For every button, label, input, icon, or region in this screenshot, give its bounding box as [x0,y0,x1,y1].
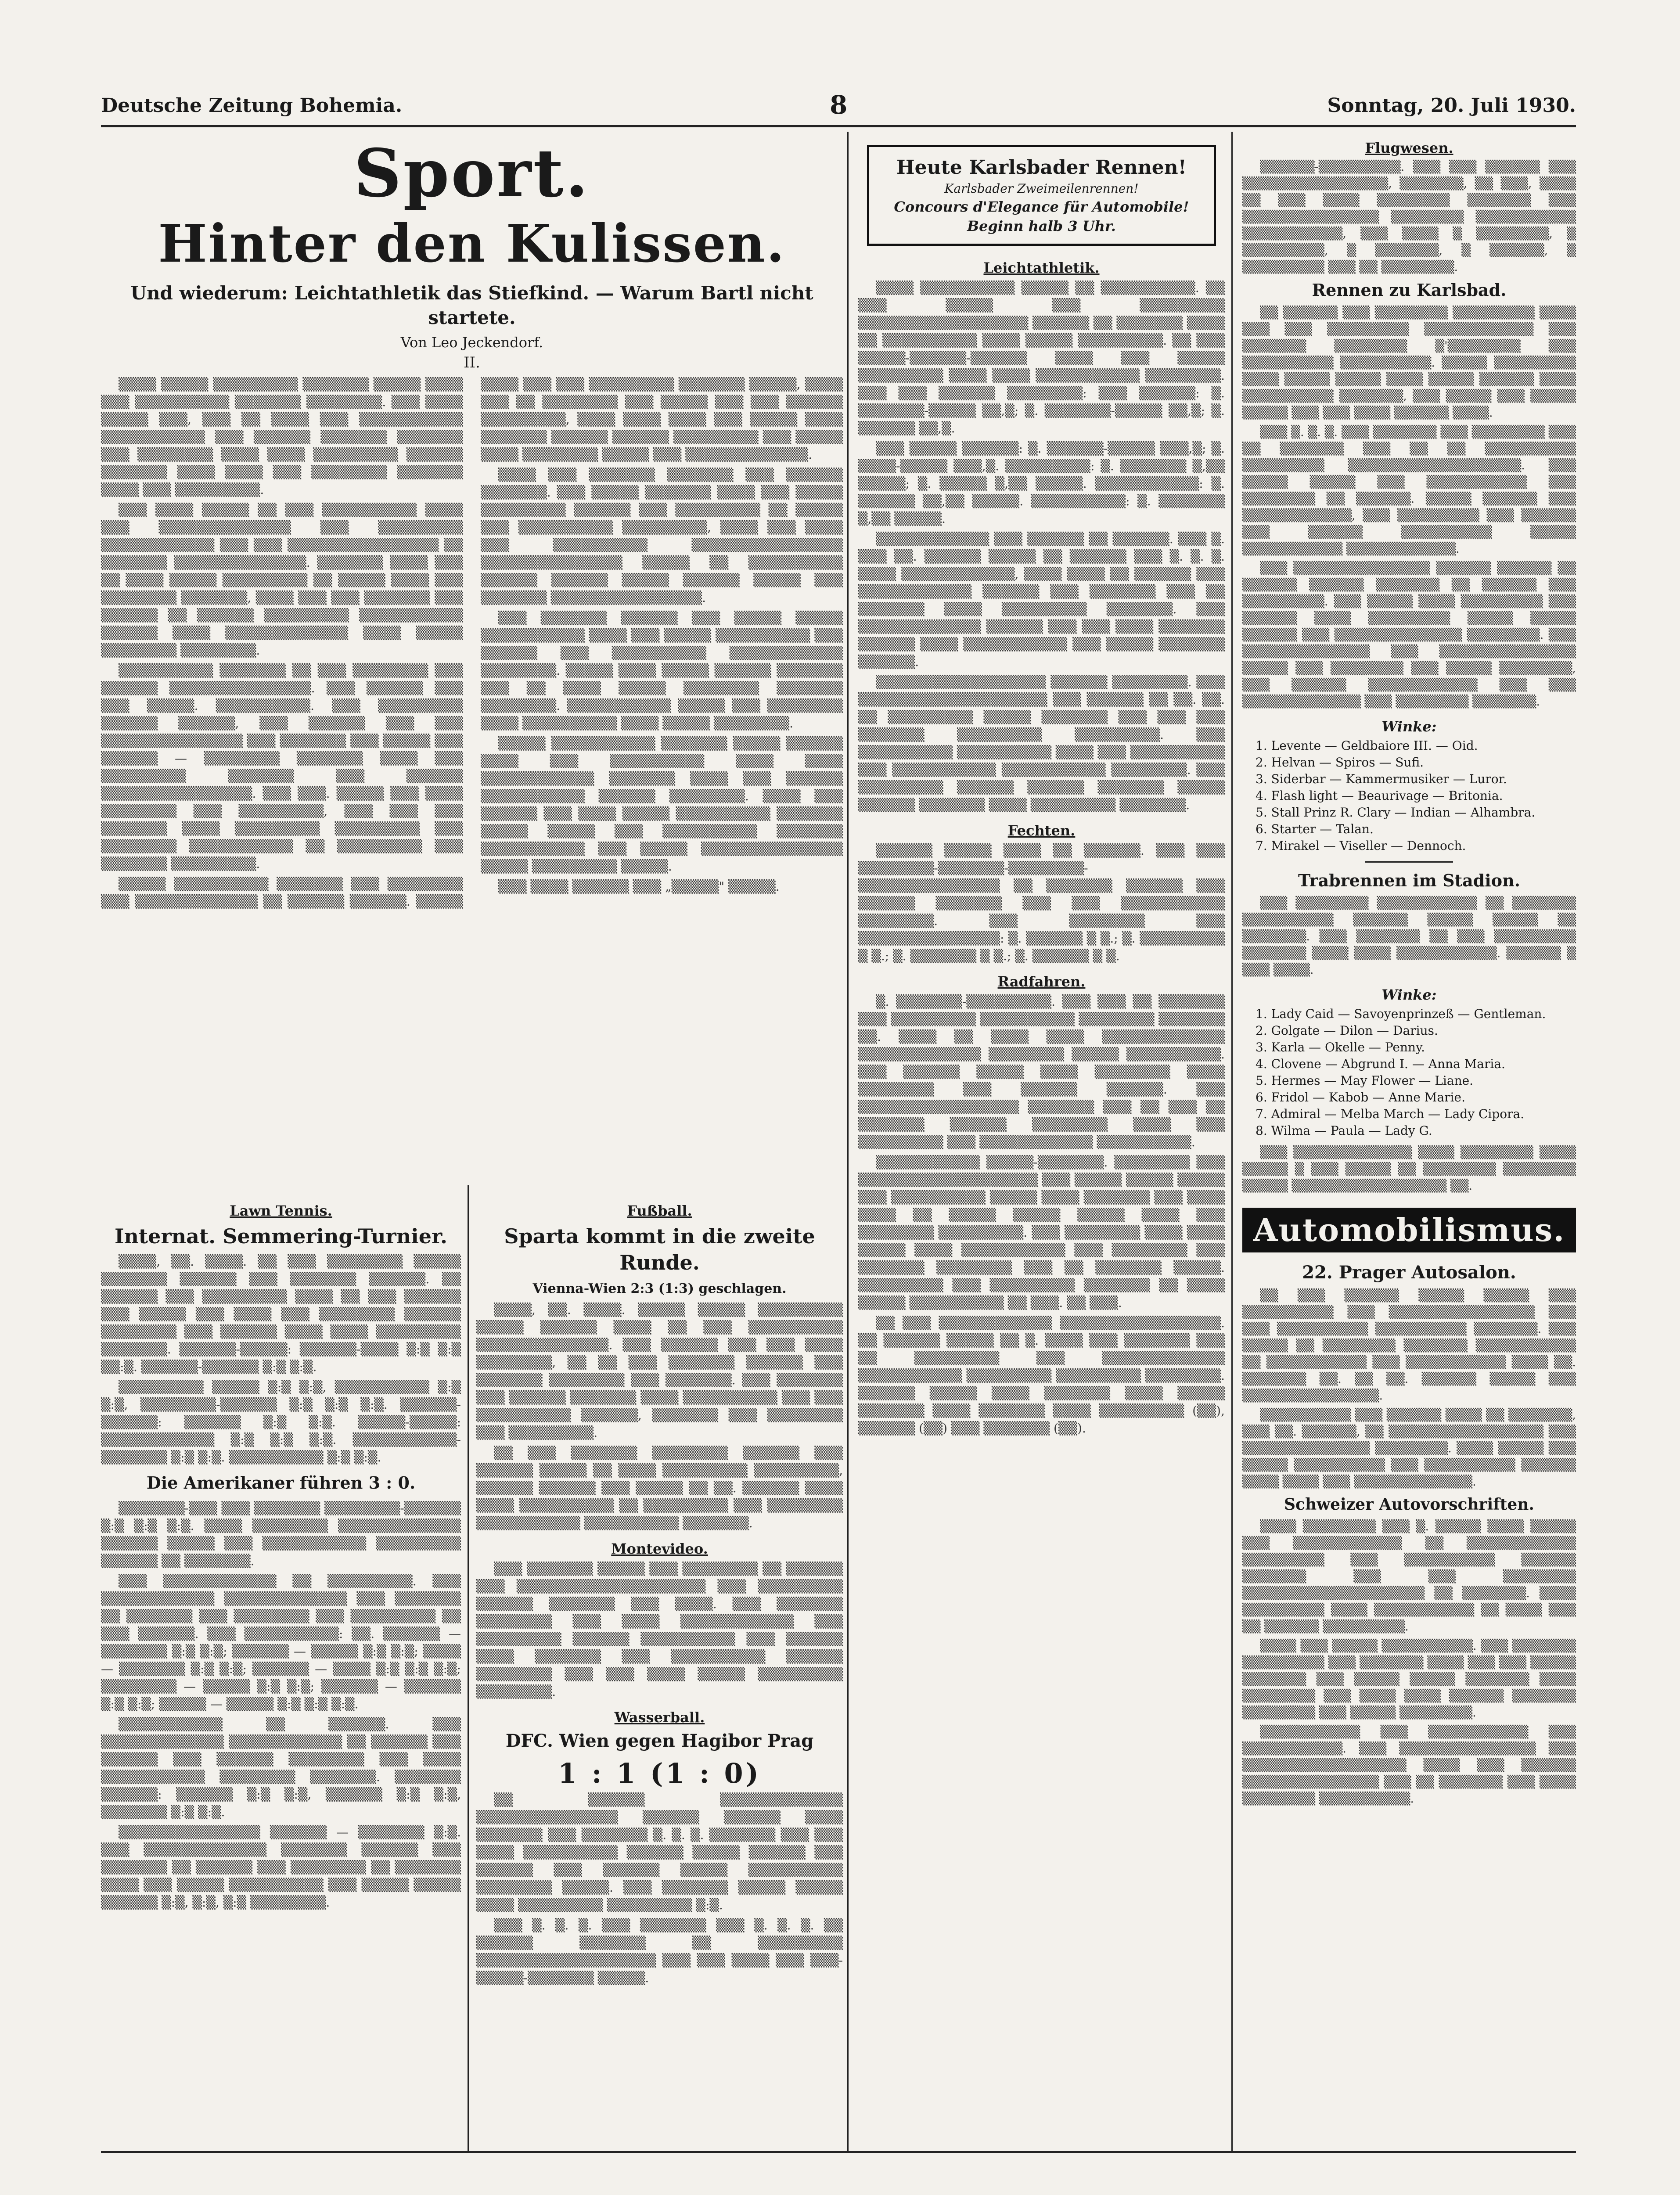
fussball-column [476,1194,843,2142]
body-paragraph: ▒▒ ▒▒▒ ▒▒▒▒▒▒▒▒▒▒▒▒ ▒▒▒▒▒▒▒▒▒▒▒▒▒▒▒▒▒. ▒▒ ▒▒▒▒▒▒ ▒▒▒▒▒ ▒▒ ▒. ▒▒▒▒ ▒▒▒ ▒▒▒▒▒▒▒ ▒▒▒ ▒▒ ▒▒▒▒▒▒▒▒▒ ▒▒▒ ▒▒▒▒▒▒▒▒▒▒▒▒▒ ▒▒▒▒▒▒▒▒▒▒▒ ▒▒▒▒▒▒▒▒▒ ▒▒▒▒▒▒▒▒▒ ▒▒▒▒▒▒▒▒. ▒▒▒▒▒▒ ▒▒▒▒▒ ▒▒▒▒ ▒▒▒▒▒▒▒ ▒▒▒▒ ▒▒▒▒▒ ▒▒▒▒▒▒▒ ▒▒▒▒ ▒▒▒▒▒▒▒ ▒▒▒▒ ▒▒▒▒▒▒▒▒▒ (▒▒), ▒▒▒▒▒▒ (▒▒) ▒▒▒ ▒▒▒▒▒▒▒ (▒▒). [858,1316,1225,1436]
wasserball-label: Wasserball. [614,1709,705,1726]
issue-date: Sonntag, 20. Juli 1930. [1327,94,1576,117]
body-paragraph: ▒▒▒ ▒▒▒▒▒ ▒▒▒▒▒▒: ▒. ▒▒▒▒▒▒-▒▒▒▒▒ ▒▒▒,▒; ▒. ▒▒▒▒-▒▒▒▒▒ ▒▒▒,▒. ▒▒▒▒▒▒▒▒▒: ▒. ▒▒▒▒▒▒▒ ▒,▒▒ ▒▒▒▒▒; ▒. ▒▒▒▒▒ ▒,▒▒ ▒▒▒▒▒. ▒▒▒▒▒▒▒▒▒▒▒: ▒. ▒▒▒▒▒▒ ▒▒,▒▒ ▒▒▒▒▒. ▒▒▒▒▒▒▒▒▒▒: ▒. ▒▒▒▒▒▒▒ ▒,▒▒ ▒▒▒▒▒. [858,441,1225,526]
tennis-label: Lawn Tennis. [230,1202,332,1219]
divider [1365,861,1453,863]
body-paragraph: ▒▒▒▒▒▒▒▒▒▒ ▒▒▒▒▒▒▒ ▒▒ ▒▒▒ ▒▒▒▒▒▒▒▒ ▒▒▒ ▒▒▒▒▒▒ ▒▒▒▒▒▒▒▒▒▒▒▒▒▒▒. ▒▒▒ ▒▒▒▒▒▒ ▒▒▒ ▒▒▒ ▒▒▒▒▒. ▒▒▒▒▒▒▒▒▒▒. ▒▒▒ ▒▒▒▒▒▒▒▒▒ ▒▒▒▒▒▒ ▒▒▒▒▒▒, ▒▒▒ ▒▒▒▒▒▒ ▒▒▒ ▒▒▒ ▒▒▒▒▒▒▒▒▒▒▒▒▒▒▒ ▒▒▒ ▒▒▒▒▒▒▒ ▒▒▒ ▒▒▒▒▒ ▒▒▒ ▒▒▒▒▒▒ — ▒▒▒▒▒▒▒▒ ▒▒▒▒▒▒▒ ▒▒▒▒ ▒▒▒ ▒▒▒▒▒▒▒▒▒ ▒▒▒▒▒▒▒ ▒▒▒ ▒▒▒▒▒▒ ▒▒▒▒▒▒▒▒▒▒▒▒▒▒▒▒. ▒▒▒ ▒▒▒. ▒▒▒▒▒ ▒▒▒ ▒▒▒▒ ▒▒▒▒▒▒▒▒ ▒▒▒ ▒▒▒▒▒▒▒▒▒, ▒▒▒ ▒▒▒ ▒▒▒ ▒▒▒▒▒▒▒ ▒▒▒▒ ▒▒▒▒▒▒▒▒▒ ▒▒▒▒▒▒▒▒▒ ▒▒▒ ▒▒▒▒▒▒▒▒ ▒▒▒▒▒▒▒▒▒▒▒ ▒▒ ▒▒▒▒▒▒▒▒▒ ▒▒▒ ▒▒▒▒▒▒▒ ▒▒▒▒▒▒▒▒▒. [101,663,463,871]
article-body [101,376,843,1185]
body-paragraph: ▒▒▒▒▒▒▒▒▒▒▒▒ ▒▒▒ ▒▒▒▒▒▒ ▒▒ ▒▒▒▒▒▒. ▒▒▒ ▒. ▒▒▒ ▒▒. ▒▒▒▒▒▒ ▒▒▒▒▒ ▒▒ ▒▒▒▒▒▒ ▒▒▒ ▒. ▒. ▒. ▒▒▒▒ ▒▒▒▒▒▒▒▒▒▒▒▒, ▒▒▒▒ ▒▒▒▒ ▒▒ ▒▒▒▒▒▒ ▒▒▒ ▒▒▒▒▒▒▒▒▒▒▒▒ ▒▒▒▒▒▒ ▒▒▒ ▒▒▒▒▒▒▒ ▒▒▒ ▒▒ ▒▒▒▒▒▒▒ ▒▒▒▒ ▒▒▒▒▒▒▒▒▒ ▒▒▒▒▒▒▒. ▒▒▒ ▒▒▒▒▒▒▒▒▒▒▒▒▒ ▒▒▒▒▒▒ ▒▒▒ ▒▒▒ ▒▒▒▒ ▒▒▒▒▒▒▒ ▒▒▒▒▒▒ ▒▒▒▒ ▒▒▒▒▒▒▒▒▒▒▒ ▒▒▒ ▒▒▒▒▒ ▒▒▒▒▒▒▒ ▒▒▒▒▒▒. [858,532,1225,669]
article-part: II. [464,354,480,371]
third-column [858,132,1225,2151]
footer-rule [101,2151,1576,2153]
body-paragraph: ▒▒▒▒, ▒▒. ▒▒▒▒. ▒▒▒▒▒ ▒▒▒▒▒ ▒▒▒▒▒▒▒▒▒ ▒▒▒▒▒ ▒▒▒▒▒▒ ▒▒▒▒ ▒▒ ▒▒▒ ▒▒▒▒▒▒▒▒▒▒ ▒▒▒▒▒▒▒▒▒▒▒▒▒▒. ▒▒▒ ▒▒▒▒▒▒ ▒▒▒ ▒▒▒ ▒▒▒▒ ▒▒▒▒▒▒▒▒, ▒▒ ▒▒ ▒▒▒ ▒▒▒▒▒▒▒ ▒▒▒▒▒▒ ▒▒▒ ▒▒▒▒▒▒▒ ▒▒▒▒▒▒▒▒ ▒▒▒ ▒▒▒▒▒▒▒. ▒▒▒ ▒▒▒▒▒▒▒ ▒▒▒ ▒▒▒▒▒▒ ▒▒▒▒▒▒▒ ▒▒▒▒ ▒▒▒▒▒▒▒▒▒▒ ▒▒▒ ▒▒▒ ▒▒▒▒▒▒▒▒▒▒ ▒▒▒▒▒▒, ▒▒▒▒▒▒▒ ▒▒▒ ▒▒▒▒▒▒▒▒ ▒▒▒ ▒▒▒▒▒▒▒▒▒. [476,1303,843,1440]
masthead-title: Deutsche Zeitung Bohemia. [101,94,403,117]
body-paragraph: ▒▒ ▒▒▒ ▒▒▒▒▒▒ ▒▒▒▒▒ ▒▒▒▒▒ ▒▒▒ ▒▒▒▒▒▒▒▒▒▒ ▒▒▒ ▒▒▒▒▒▒▒▒▒▒▒▒▒▒▒▒ ▒▒▒ ▒▒▒ ▒▒▒▒▒▒▒▒▒▒ ▒▒▒▒▒▒▒▒▒▒ ▒▒▒▒▒▒▒. ▒▒▒ ▒▒▒▒▒ ▒▒ ▒▒▒▒▒▒▒▒ ▒▒▒▒▒▒▒ ▒▒▒▒▒▒▒▒▒▒▒ ▒▒ ▒▒▒▒▒▒▒▒▒▒▒ ▒▒▒ ▒▒▒▒▒▒▒▒▒▒▒ ▒▒▒▒ ▒▒. ▒▒▒▒▒▒▒ ▒▒. ▒▒ ▒▒. ▒▒▒▒▒▒ ▒▒▒▒▒ ▒▒▒ ▒▒▒▒▒▒▒▒▒▒▒▒▒▒▒. [1242,1289,1576,1403]
tip-item: 8. Wilma — Paula — Lady G. [1256,1123,1432,1138]
tip-item: 7. Admiral — Melba March — Lady Cipora. [1256,1107,1525,1121]
box-line: Karlsbader Zweimeilenrennen! [944,181,1139,196]
body-paragraph: ▒▒▒▒▒▒▒▒▒ ▒▒▒▒▒ ▒:▒ ▒:▒, ▒▒▒▒▒▒▒▒▒▒ ▒:▒ ▒:▒, ▒▒▒▒▒▒▒▒-▒▒▒▒▒▒ ▒:▒ ▒:▒ ▒:▒. ▒▒▒▒▒▒-▒▒▒▒▒▒: ▒▒▒▒▒▒ ▒:▒ ▒:▒. ▒▒▒▒▒-▒▒▒▒▒: ▒▒▒▒▒▒▒▒▒▒▒▒ ▒:▒ ▒:▒ ▒:▒. ▒▒▒▒▒▒▒▒▒▒▒-▒▒▒▒▒▒▒ ▒:▒ ▒:▒. ▒▒▒▒▒▒▒▒▒▒ ▒:▒ ▒:▒. [101,1380,461,1465]
leichtathletik-label: Leichtathletik. [983,259,1100,276]
tip-item: 6. Fridol — Kabob — Anne Marie. [1256,1090,1465,1105]
body-paragraph: ▒▒▒▒ ▒▒▒ ▒▒▒▒▒ ▒▒▒▒▒▒▒▒▒▒. ▒▒▒ ▒▒▒▒▒▒▒ ▒▒▒▒▒▒▒▒▒ ▒▒▒ ▒▒▒▒▒▒▒ ▒▒▒▒ ▒▒▒ ▒▒▒ ▒▒▒▒▒ ▒▒▒▒▒▒▒ ▒▒▒ ▒▒▒▒▒ ▒▒▒▒▒ ▒▒▒▒▒▒▒ ▒▒▒▒ ▒▒▒▒▒▒▒▒ ▒▒▒ ▒▒▒▒ ▒▒▒▒ ▒▒▒▒▒▒ ▒▒▒▒▒▒▒ ▒▒▒▒▒▒▒▒ ▒▒▒ ▒▒▒▒▒ ▒▒▒▒▒▒▒▒. [1242,1639,1576,1720]
montevideo-label: Montevideo. [611,1540,708,1557]
automobilismus-banner: Automobilismus. [1242,1208,1576,1252]
body-paragraph: ▒▒▒▒▒▒▒▒▒▒▒▒▒▒▒▒▒▒ ▒▒▒▒▒▒ ▒▒▒▒▒▒▒▒. ▒▒▒ ▒▒▒▒▒▒▒▒▒▒▒▒▒▒▒▒▒▒▒▒ ▒▒▒ ▒▒▒▒▒▒ ▒▒ ▒▒. ▒▒. ▒▒ ▒▒▒▒▒▒▒▒▒ ▒▒▒▒▒ ▒▒▒▒▒▒▒ ▒▒▒ ▒▒▒ ▒▒▒ ▒▒▒▒▒▒▒ ▒▒▒▒▒▒▒▒▒ ▒▒▒▒▒▒▒▒▒. ▒▒▒ ▒▒▒▒▒▒▒▒▒▒ ▒▒▒▒▒▒▒▒▒▒ ▒▒▒▒ ▒▒▒ ▒▒▒▒▒▒▒▒▒▒ ▒▒▒ ▒▒▒▒▒▒▒▒▒▒▒ ▒▒▒▒▒▒▒▒▒▒▒ ▒▒▒▒▒▒▒▒. ▒▒▒ ▒▒▒▒▒▒▒▒▒ ▒▒▒▒▒▒ ▒▒▒▒▒▒ ▒▒▒▒▒▒▒ ▒▒▒▒▒ ▒▒▒▒▒▒ ▒▒▒▒▒▒▒ ▒▒▒▒ ▒▒▒▒▒▒▒▒▒ ▒▒▒▒▒▒▒. [858,675,1225,812]
box-title: Heute Karlsbader Rennen! [896,156,1187,179]
box-line: Concours d'Elegance für Automobile! [894,198,1189,215]
body-paragraph: ▒▒▒▒▒▒▒-▒▒▒ ▒▒▒ ▒▒▒▒▒▒▒ ▒▒▒▒▒▒▒▒-▒▒▒▒▒▒ ▒:▒ ▒:▒ ▒:▒. ▒▒▒▒ ▒▒▒▒▒▒▒▒ ▒▒▒▒▒▒▒▒▒▒▒▒▒ ▒▒▒▒▒▒ ▒▒▒▒▒ ▒▒▒ ▒▒▒▒▒▒▒▒▒▒▒ ▒▒▒▒▒▒▒▒▒ ▒▒▒▒▒▒ ▒▒ ▒▒▒▒▒▒▒. [101,1501,461,1568]
body-paragraph: ▒▒▒ ▒▒▒▒▒▒▒▒▒▒▒▒ ▒▒ ▒▒▒▒▒▒▒▒▒. ▒▒▒ ▒▒▒▒▒▒▒▒▒▒▒▒ ▒▒▒▒▒▒▒▒▒▒▒▒▒ ▒▒▒ ▒▒▒▒▒▒▒ ▒▒ ▒▒▒▒▒▒▒ ▒▒▒ ▒▒▒▒▒▒▒▒ ▒▒▒ ▒▒▒▒▒▒▒▒▒ ▒▒ ▒▒▒ ▒▒▒▒▒▒. ▒▒▒ ▒▒▒▒▒▒▒▒▒▒: ▒▒. ▒▒▒▒▒▒ — ▒▒▒▒▒▒▒ ▒:▒ ▒:▒; ▒▒▒▒▒▒ — ▒▒▒▒▒ ▒:▒ ▒:▒; ▒▒▒▒ — ▒▒▒▒▒▒▒ ▒:▒ ▒:▒; ▒▒▒▒▒▒ — ▒▒▒▒ ▒:▒ ▒:▒ ▒:▒; ▒▒▒▒▒▒▒▒ — ▒▒▒▒▒ ▒:▒ ▒:▒; ▒▒▒▒▒▒ — ▒▒▒▒▒▒ ▒:▒ ▒:▒; ▒▒▒▒▒ — ▒▒▒▒▒ ▒:▒ ▒:▒ ▒:▒. [101,1574,461,1711]
tip-item: 3. Siderbar — Kammermusiker — Luror. [1256,772,1507,786]
fussball-label: Fußball. [627,1202,692,1219]
body-paragraph: ▒▒ ▒▒▒▒▒▒ ▒▒▒▒▒▒▒▒▒▒▒▒▒ ▒▒▒▒▒▒▒▒▒▒▒▒▒▒▒ ▒▒▒▒▒▒ ▒▒▒▒▒▒ ▒▒▒▒ ▒▒▒▒▒▒▒ ▒▒▒ ▒▒▒▒▒▒▒ ▒. ▒. ▒. ▒▒▒▒▒▒▒ ▒▒▒ ▒▒▒ ▒▒▒▒ ▒▒▒▒▒▒▒▒▒▒ ▒▒▒▒▒▒ ▒▒▒▒▒ ▒▒▒▒▒▒ ▒▒▒ ▒▒▒▒▒▒ ▒▒▒ ▒▒▒▒▒▒ ▒▒▒▒▒ ▒▒▒▒▒▒▒▒▒▒ ▒▒▒▒▒▒▒▒ ▒▒▒▒▒. ▒▒▒ ▒▒▒▒▒▒▒ ▒▒▒▒▒ ▒▒▒▒▒ ▒▒▒▒ ▒▒▒▒▒▒▒▒▒ ▒▒▒▒▒▒▒▒▒ ▒:▒. [476,1792,843,1912]
body-paragraph: ▒▒▒▒ ▒▒▒▒▒▒▒▒▒▒ ▒▒▒▒▒ ▒▒ ▒▒▒▒▒▒▒▒▒▒. ▒▒ ▒▒▒ ▒▒▒▒▒ ▒▒▒ ▒▒▒▒▒▒▒▒▒ ▒▒▒▒▒▒▒▒▒▒▒▒▒▒▒▒▒▒ ▒▒▒▒▒▒ ▒▒ ▒▒▒▒▒▒▒ ▒▒▒▒ ▒▒ ▒▒▒▒▒▒▒▒▒▒ ▒▒▒▒ ▒▒▒▒▒ ▒▒▒▒▒▒▒▒▒. ▒▒ ▒▒▒ ▒▒▒▒▒-▒▒▒▒▒▒-▒▒▒▒▒▒ ▒▒▒▒ ▒▒▒ ▒▒▒▒▒ ▒▒▒▒▒▒▒▒▒ ▒▒▒▒ ▒▒▒▒ ▒▒▒▒▒▒▒▒▒▒▒ ▒▒▒▒▒▒▒▒. ▒▒▒ ▒▒▒ ▒▒▒▒▒▒ ▒▒▒▒▒▒▒▒: ▒▒▒ ▒▒▒▒▒▒: ▒. ▒▒▒▒▒▒▒-▒▒▒▒▒ ▒▒,▒; ▒. ▒▒▒▒▒▒▒-▒▒▒▒▒ ▒▒,▒; ▒. ▒▒▒▒▒▒ ▒▒,▒. [858,281,1225,435]
tip-item: 2. Golgate — Dilon — Darius. [1256,1023,1438,1038]
page-number: 8 [830,90,848,120]
body-paragraph: ▒▒▒▒▒▒▒▒▒▒▒ ▒▒▒ ▒▒▒▒▒▒▒▒▒▒▒ ▒▒▒ ▒▒▒▒▒▒▒▒▒▒▒. ▒▒▒ ▒▒▒▒▒▒▒▒▒▒▒▒▒▒▒ ▒▒▒ ▒▒▒▒▒▒▒▒▒▒▒▒▒▒▒▒▒▒ ▒▒▒▒ ▒▒▒ ▒▒▒▒▒▒ ▒▒▒▒▒▒▒▒▒▒▒▒▒▒▒ ▒▒▒ ▒▒ ▒▒▒▒▒▒▒ ▒▒▒ ▒▒▒▒ ▒▒▒▒▒▒▒▒ ▒▒▒▒▒▒▒▒▒▒. [1242,1725,1576,1806]
radfahren-label: Radfahren. [997,973,1086,990]
tip-item: 3. Karla — Okelle — Penny. [1256,1040,1425,1054]
autosalon-headline: 22. Prager Autosalon. [1302,1262,1516,1283]
body-paragraph: ▒▒▒ ▒▒▒▒ ▒▒▒▒▒▒ ▒▒▒ „▒▒▒▒▒" ▒▒▒▒▒. [498,879,780,894]
article-byline: Von Leo Jeckendorf. [400,334,543,351]
rennen-headline: Rennen zu Karlsbad. [1312,280,1507,300]
tip-item: 4. Clovene — Abgrund I. — Anna Maria. [1256,1057,1505,1071]
article-subhead: Und wiederum: Leichtathletik das Stiefkind. — Warum Bartl nicht startete. [130,282,813,328]
fechten-label: Fechten. [1007,822,1076,839]
body-paragraph: ▒▒▒▒ ▒▒▒▒▒▒▒▒ ▒▒▒ ▒. ▒▒▒▒▒ ▒▒▒▒ ▒▒▒▒▒ ▒▒▒ ▒▒▒▒▒▒▒▒▒▒▒▒ ▒▒ ▒▒▒▒▒▒▒▒▒▒▒▒ ▒▒▒▒▒▒▒▒▒ ▒▒▒ ▒▒▒▒▒▒▒▒▒▒ ▒▒▒▒▒▒ ▒▒▒▒▒▒▒ ▒▒▒ ▒▒▒ ▒▒▒▒▒▒▒▒ ▒▒▒▒▒▒▒▒▒▒▒▒▒▒▒▒▒▒▒▒ ▒▒ ▒▒▒▒▒▒▒. ▒▒▒▒ ▒▒▒▒▒▒▒▒▒ ▒▒▒▒ ▒▒▒▒▒▒▒▒▒▒▒ ▒▒ ▒▒▒▒ ▒▒▒ ▒▒ ▒▒▒▒▒▒ ▒▒▒▒▒▒▒▒▒. [1242,1520,1576,1634]
tip-item: 2. Helvan — Spiros — Sufi. [1256,755,1424,770]
column-rule [468,1185,469,2151]
tip-item: 5. Stall Prinz R. Clary — Indian — Alhambra. [1256,805,1536,820]
body-paragraph: ▒▒▒▒▒▒▒▒▒▒▒▒▒▒▒ ▒▒▒▒▒▒ — ▒▒▒▒▒▒▒ ▒:▒. ▒▒▒ ▒▒▒▒▒▒▒▒▒▒▒▒▒ ▒▒▒▒▒▒▒ ▒▒▒▒▒▒ ▒▒▒ ▒▒▒▒▒▒▒ ▒▒ ▒▒▒▒▒▒ ▒▒▒ ▒▒▒▒▒▒▒▒ ▒▒ ▒▒▒▒▒▒▒ ▒▒▒▒ ▒▒▒ ▒▒▒▒▒ ▒▒▒▒▒▒▒▒▒▒ ▒▒▒ ▒▒▒▒▒ ▒▒▒▒▒ ▒▒▒▒▒▒ ▒:▒, ▒:▒, ▒:▒ ▒▒▒▒▒▒▒▒. [101,1825,461,1910]
body-paragraph: ▒▒▒▒▒ ▒▒▒▒▒▒▒▒▒▒ ▒▒▒▒▒▒▒ ▒▒▒ ▒▒▒▒▒▒▒▒ ▒▒▒ ▒▒▒▒▒▒▒▒▒▒▒▒▒ ▒▒ ▒▒▒▒▒▒ ▒▒▒▒▒▒. ▒▒▒▒▒ ▒▒▒▒ ▒▒▒ ▒▒▒ ▒▒▒▒▒▒▒▒▒ ▒▒▒▒▒▒▒ ▒▒▒▒▒, ▒▒▒▒ ▒▒▒ ▒▒ ▒▒▒▒▒▒▒▒ ▒▒▒ ▒▒▒▒▒ ▒▒▒ ▒▒▒ ▒▒▒▒▒▒ ▒▒▒▒▒▒▒▒▒, ▒▒▒▒ ▒▒▒▒ ▒▒▒▒ ▒▒▒ ▒▒▒▒▒ ▒▒▒▒ ▒▒▒▒▒▒▒ ▒▒▒▒▒▒ ▒▒▒▒▒▒ ▒▒▒▒▒▒▒▒▒ ▒▒▒ ▒▒▒▒▒ ▒▒▒▒ ▒▒▒▒▒▒▒▒ ▒▒▒▒▒ ▒▒▒ ▒▒▒▒▒▒▒▒▒▒▒▒▒. [101,377,843,909]
body-paragraph: ▒▒▒▒▒▒▒▒▒▒▒ ▒▒▒▒▒-▒▒▒▒▒▒▒. ▒▒▒▒▒▒▒▒ ▒▒▒ ▒▒▒▒▒▒▒▒▒▒▒▒▒▒▒▒▒▒▒ ▒▒▒ ▒▒▒▒▒ ▒▒▒▒▒ ▒▒▒▒▒ ▒▒▒ ▒▒▒▒▒▒▒▒▒▒ ▒▒▒▒▒ ▒▒▒▒ ▒▒▒▒▒▒▒ ▒▒▒ ▒▒▒▒ ▒▒▒▒ ▒▒ ▒▒▒▒▒ ▒▒▒▒▒ ▒▒▒▒▒ ▒▒▒▒ ▒▒▒ ▒▒▒▒▒▒▒▒ ▒▒▒▒▒▒▒▒▒. ▒▒▒ ▒▒▒▒▒▒▒▒ ▒▒▒▒ ▒▒▒▒ ▒▒▒▒▒ ▒▒▒▒ ▒▒▒▒▒▒▒▒▒▒▒ ▒▒▒ ▒▒▒▒▒▒▒▒ ▒▒▒ ▒▒▒▒▒▒▒ ▒▒▒▒▒▒▒▒ ▒▒▒ ▒▒ ▒▒▒▒▒▒▒ ▒▒▒▒▒. ▒▒▒▒▒▒▒▒▒ ▒▒▒ ▒▒▒▒▒▒▒▒▒ ▒▒▒▒▒▒▒ ▒▒ ▒▒▒▒ ▒▒▒▒▒ ▒▒▒▒▒▒▒▒▒▒ ▒▒ ▒▒▒. ▒▒ ▒▒▒. [858,1155,1225,1310]
tip-item: 7. Mirakel — Viseller — Dennoch. [1256,838,1466,853]
running-head [101,90,1576,121]
section-title: Sport. [354,135,590,212]
body-paragraph: ▒▒▒▒▒▒▒▒▒▒▒ ▒▒ ▒▒▒▒▒▒. ▒▒▒ ▒▒▒▒▒▒▒▒▒▒▒▒▒ ▒▒▒▒▒▒▒▒▒▒▒▒ ▒▒ ▒▒▒▒▒▒ ▒▒▒ ▒▒▒▒▒▒ ▒▒▒ ▒▒▒▒▒▒ ▒▒▒▒▒▒▒▒ ▒▒▒ ▒▒▒▒ ▒▒▒▒▒▒▒▒▒▒▒ ▒▒▒▒▒▒▒▒ ▒▒▒▒▒▒▒. ▒▒▒▒▒▒▒ ▒▒▒▒▒▒: ▒▒▒▒▒▒ ▒:▒ ▒:▒, ▒▒▒▒▒▒ ▒:▒ ▒:▒, ▒▒▒▒▒▒▒ ▒:▒ ▒:▒. [101,1717,461,1819]
fussball-headline: Sparta kommt in die zweite Runde. [504,1224,815,1274]
body-paragraph: ▒▒▒ ▒. ▒. ▒. ▒▒▒ ▒▒▒▒▒▒▒ ▒▒▒ ▒. ▒. ▒. ▒▒ ▒▒▒▒▒▒ ▒▒▒▒▒▒▒ ▒▒ ▒▒▒▒▒▒▒▒▒ ▒▒▒▒▒▒▒▒▒▒▒▒▒▒▒▒▒▒▒ ▒▒▒ ▒▒▒ ▒▒▒▒ ▒▒▒ ▒▒▒-▒▒▒▒▒-▒▒▒▒▒▒▒ ▒▒▒▒▒. [476,1918,843,1985]
trab-headline: Trabrennen im Stadion. [1298,871,1520,890]
tip-item: 1. Levente — Geldbaiore III. — Oid. [1256,738,1478,753]
tennis-column [101,1194,461,2142]
tip-item: 1. Lady Caid — Savoyenprinzeß — Gentleman. [1256,1007,1546,1021]
wasserball-headline: DFC. Wien gegen Hagibor Prag [505,1731,814,1751]
body-paragraph: ▒▒▒ ▒▒▒▒ ▒▒▒▒▒ ▒▒ ▒▒▒ ▒▒▒▒▒▒▒▒▒▒ ▒▒▒▒ ▒▒▒ ▒▒▒▒▒▒▒▒▒▒▒▒▒▒ ▒▒▒ ▒▒▒▒▒▒▒▒▒ ▒▒▒▒▒▒▒▒▒▒▒▒ ▒▒▒ ▒▒▒ ▒▒▒▒▒▒▒▒▒▒▒▒▒▒▒▒ ▒▒ ▒▒▒▒▒▒▒ ▒▒▒▒▒▒▒▒▒▒▒▒▒▒. ▒▒▒▒▒▒▒ ▒▒▒▒ ▒▒▒ ▒▒ ▒▒▒▒ ▒▒▒▒▒ ▒▒▒▒▒▒▒▒▒ ▒▒ ▒▒▒▒▒ ▒▒▒▒ ▒▒▒ ▒▒▒▒▒▒▒▒ ▒▒▒▒▒▒▒, ▒▒▒▒ ▒▒▒ ▒▒▒ ▒▒▒▒▒▒▒ ▒▒▒ ▒▒▒▒▒▒ ▒▒ ▒▒▒▒▒▒ ▒▒▒▒▒▒▒▒▒ ▒▒▒▒▒▒▒▒▒▒▒ ▒▒▒▒▒▒ ▒▒▒▒ ▒▒▒▒▒▒▒▒▒▒▒▒▒ ▒▒▒▒ ▒▒▒▒▒ ▒▒▒▒▒▒▒▒ ▒▒▒▒▒▒▒▒. [101,503,463,658]
lead-article [101,132,843,1185]
fussball-subhead: Vienna-Wien 2:3 (1:3) geschlagen. [532,1281,787,1296]
tip-item: 6. Starter — Talan. [1256,822,1374,836]
tip-item: 4. Flash light — Beaurivage — Britonia. [1256,788,1503,803]
body-paragraph: ▒▒▒ ▒▒▒▒▒▒▒▒ ▒▒▒▒▒▒▒▒▒▒▒ ▒▒ ▒▒▒▒▒▒▒ ▒▒▒▒▒▒▒▒▒▒ ▒▒▒▒▒▒ ▒▒▒▒▒ ▒▒▒▒▒ ▒▒ ▒▒▒▒▒▒▒. ▒▒▒ ▒▒▒▒▒▒▒ ▒▒ ▒▒▒ ▒▒▒▒▒▒▒▒▒ ▒▒▒▒▒▒▒ ▒▒▒▒ ▒▒▒▒ ▒▒▒▒▒▒▒▒▒▒▒. ▒▒▒▒▒▒ ▒ ▒▒▒ ▒▒▒▒. [1242,896,1576,977]
tips-list [1242,738,1576,854]
body-paragraph: ▒▒ ▒▒▒▒▒▒ ▒▒▒ ▒▒▒▒▒▒▒▒ ▒▒▒▒▒▒▒▒▒ ▒▒▒▒ ▒▒▒ ▒▒▒ ▒▒▒▒▒▒▒▒▒ ▒▒▒▒▒▒▒▒▒▒▒▒ ▒▒▒ ▒▒▒▒▒▒▒ ▒▒▒▒▒▒▒▒ ▒'▒▒▒▒▒▒▒▒ ▒▒▒ ▒▒▒▒▒▒▒▒▒▒ ▒▒▒▒▒▒▒▒▒▒. ▒▒▒▒▒ ▒▒▒▒▒▒▒▒▒ ▒▒▒▒ ▒▒▒▒▒ ▒▒▒▒▒ ▒▒▒▒ ▒▒▒▒▒ ▒▒▒▒▒▒ ▒▒▒▒ ▒▒▒▒▒▒▒▒▒▒ ▒▒▒▒▒▒▒, ▒▒▒ ▒▒▒▒▒ ▒▒▒ ▒▒▒▒▒ ▒▒▒▒▒ ▒▒▒ ▒▒▒ ▒▒▒▒ ▒▒▒▒▒▒ ▒▒▒▒. [1242,306,1576,420]
body-paragraph: ▒▒▒ ▒▒▒▒▒▒▒▒▒▒▒▒▒ ▒▒▒▒ ▒▒▒▒▒▒▒▒ ▒▒▒▒ ▒▒▒▒▒ ▒ ▒▒▒ ▒▒▒▒▒ ▒▒ ▒▒▒▒▒▒▒▒ ▒▒▒▒▒▒▒▒ ▒▒▒▒▒ ▒▒▒▒▒▒▒▒▒▒▒▒▒▒▒▒▒ ▒▒. [1242,1146,1576,1193]
wasserball-score: 1 : 1 (1 : 0) [558,1757,761,1789]
karlsbad-race-box [867,145,1216,246]
body-paragraph: ▒▒ ▒▒▒ ▒▒▒▒▒▒▒ ▒▒▒▒▒▒▒▒ ▒▒▒▒▒▒ ▒▒▒ ▒▒▒▒▒▒ ▒▒▒▒▒ ▒▒ ▒▒▒▒ ▒▒▒▒▒▒▒▒▒ ▒▒▒▒▒▒▒▒▒, ▒▒▒▒▒▒ ▒▒▒▒▒▒ ▒▒▒ ▒▒▒▒▒ ▒▒ ▒▒. ▒▒▒▒▒▒ ▒▒▒▒ ▒▒▒▒ ▒▒▒▒▒▒▒▒▒▒ ▒▒ ▒▒▒▒▒▒▒▒▒ ▒▒▒ ▒▒▒▒▒▒▒▒ ▒▒▒▒▒▒▒▒▒▒▒ ▒▒▒▒▒▒▒▒▒▒ ▒▒▒▒▒▒▒. [476,1446,843,1530]
schweizer-headline: Schweizer Autovorschriften. [1284,1495,1534,1514]
body-paragraph: ▒▒▒ ▒▒▒▒▒▒▒ ▒▒▒▒▒▒ ▒▒▒ ▒▒▒▒▒ ▒▒▒▒▒ ▒▒▒▒▒▒▒▒▒▒▒ ▒▒▒▒ ▒▒▒ ▒▒▒▒▒ ▒▒▒▒▒▒▒▒▒▒ ▒▒▒ ▒▒▒▒▒▒ ▒▒▒ ▒▒▒▒▒▒▒▒▒▒ ▒▒▒▒▒▒▒▒▒▒▒▒ ▒▒▒▒▒▒▒▒. ▒▒▒▒▒ ▒▒▒▒ ▒▒▒▒▒ ▒▒▒▒▒▒ ▒▒▒▒▒▒▒ ▒▒▒ ▒▒ ▒▒▒▒ ▒▒▒▒▒ ▒▒▒▒▒▒▒▒ ▒▒▒▒▒▒▒ ▒▒▒▒▒▒▒▒. ▒▒▒▒▒▒▒▒▒▒▒ ▒▒▒▒▒ ▒▒▒ ▒▒▒▒▒▒▒▒ ▒▒▒▒ ▒▒▒▒▒▒▒▒▒▒ ▒▒▒▒ ▒▒▒▒▒ ▒▒▒▒▒▒▒▒. [481,611,843,730]
column-rule [847,132,849,2151]
tips-list [1242,1006,1576,1139]
body-paragraph: ▒▒▒▒ ▒▒▒ ▒▒▒▒▒▒▒ ▒▒▒▒▒▒▒ ▒▒▒ ▒▒▒▒▒▒ ▒▒▒▒▒▒▒. ▒▒▒ ▒▒▒▒▒ ▒▒▒▒▒▒▒ ▒▒▒▒ ▒▒▒ ▒▒▒▒▒ ▒▒▒▒▒▒▒▒▒ ▒▒▒▒▒▒ ▒▒▒ ▒▒▒▒▒▒▒▒▒ ▒▒ ▒▒▒▒▒ ▒▒▒ ▒▒▒▒▒▒▒▒▒▒ ▒▒▒▒▒▒▒▒▒, ▒▒▒▒ ▒▒▒ ▒▒▒▒ ▒▒▒ ▒▒▒▒▒▒▒▒▒▒ ▒▒▒▒▒▒▒▒▒▒▒▒▒▒▒▒ ▒▒▒▒▒▒▒▒▒▒▒▒▒▒▒ ▒▒▒▒▒ ▒▒ ▒▒▒▒▒▒▒▒▒▒ ▒▒▒▒▒▒ ▒▒▒▒▒▒ ▒▒▒▒▒ ▒▒▒▒▒▒ ▒▒▒▒▒ ▒▒▒ ▒▒▒▒▒▒▒ ▒▒▒▒▒▒▒▒▒▒▒▒▒▒▒▒. [481,468,843,605]
winke-label: Winke: [1381,986,1437,1003]
fourth-column [1242,132,1576,2151]
body-paragraph: ▒▒▒▒▒▒ ▒▒▒▒▒ ▒▒▒▒ ▒▒ ▒▒▒▒▒▒. ▒▒▒ ▒▒▒ ▒▒▒▒▒▒▒▒-▒▒▒▒▒▒▒-▒▒▒▒▒▒▒▒-▒▒▒▒▒▒▒▒▒▒▒▒▒▒▒ ▒▒ ▒▒▒▒▒▒▒ ▒▒▒▒▒▒ ▒▒▒ ▒▒▒▒▒▒ ▒▒▒▒▒▒▒ ▒▒▒ ▒▒▒ ▒▒▒▒▒▒▒▒▒▒▒ ▒▒▒▒▒▒▒▒. ▒▒▒ ▒▒▒▒▒▒▒▒ ▒▒▒ ▒▒▒▒▒▒▒▒▒▒▒▒▒▒▒: ▒. ▒▒▒▒▒▒ ▒ ▒.; ▒. ▒▒▒▒▒▒▒▒▒ ▒ ▒.; ▒. ▒▒▒▒▒▒▒ ▒ ▒.; ▒. ▒▒▒▒▒▒ ▒ ▒. [858,843,1225,963]
body-paragraph: ▒▒▒▒ ▒▒▒▒▒ ▒▒▒▒▒▒▒▒▒ ▒▒▒▒▒▒▒ ▒▒▒▒▒ ▒▒▒▒ ▒▒▒ ▒▒▒▒▒▒▒▒▒▒ ▒▒▒▒▒▒▒ ▒▒▒▒▒▒▒▒. ▒▒▒ ▒▒▒▒ ▒▒▒▒▒ ▒▒▒, ▒▒▒ ▒▒ ▒▒▒▒ ▒▒▒ ▒▒▒▒▒▒▒▒▒▒▒ ▒▒▒▒▒▒▒▒▒▒▒ ▒▒▒ ▒▒▒▒▒▒ ▒▒▒▒▒▒▒ ▒▒▒▒▒▒▒ ▒▒▒ ▒▒▒▒▒▒▒▒ ▒▒▒▒ ▒▒▒▒ ▒▒▒▒▒▒▒▒▒ ▒▒▒▒▒▒ ▒▒▒▒▒▒▒ ▒▒▒▒ ▒▒▒▒ ▒▒▒ ▒▒▒▒▒▒▒▒ ▒▒▒▒▒▒▒ ▒▒▒▒ ▒▒▒ ▒▒▒▒▒▒▒▒▒. [101,377,463,497]
body-paragraph: ▒▒▒ ▒▒▒▒▒▒▒▒▒▒▒▒▒▒▒ ▒▒▒▒▒▒ ▒▒▒▒▒▒ ▒▒ ▒▒▒▒▒▒ ▒▒▒▒▒▒ ▒▒▒▒▒▒▒ ▒▒ ▒▒▒▒▒▒ ▒▒▒ ▒▒▒▒▒▒▒▒▒. ▒▒▒ ▒▒▒▒▒ ▒▒▒▒ ▒▒▒▒▒▒▒▒▒ ▒▒▒ ▒▒▒▒▒▒ ▒▒▒▒ ▒▒▒▒▒▒▒▒▒ ▒▒▒▒▒ ▒▒▒▒▒ ▒▒▒▒▒▒ ▒▒▒ ▒▒▒▒▒▒▒▒▒▒▒▒▒▒ ▒▒▒▒▒▒▒▒. ▒▒▒ ▒▒▒▒▒▒▒▒▒▒▒▒▒▒ ▒▒▒ ▒▒▒▒▒▒▒▒▒▒▒▒▒▒▒ ▒▒▒▒▒ ▒▒▒ ▒▒▒▒▒▒▒▒ ▒▒▒ ▒▒▒▒▒ ▒▒▒▒▒▒▒▒, ▒▒▒ ▒▒▒▒▒▒ ▒▒▒▒▒▒▒▒▒▒▒▒ ▒▒▒ ▒▒▒ ▒▒▒▒▒▒▒▒▒▒▒▒▒ ▒▒▒ ▒▒▒▒▒▒▒▒ ▒▒▒▒▒▒▒. [1242,561,1576,709]
body-paragraph: ▒▒▒ ▒. ▒. ▒. ▒▒▒ ▒▒▒▒▒▒▒ ▒▒▒ ▒▒▒▒▒▒▒▒ ▒▒▒ ▒▒ ▒▒▒▒▒▒▒ ▒▒▒ ▒▒ ▒▒ ▒▒▒▒▒▒▒▒▒▒ ▒▒▒▒▒▒▒▒▒ ▒▒▒▒▒▒▒▒▒▒▒▒▒▒▒▒▒▒▒. ▒▒▒ ▒▒▒▒▒ ▒▒▒▒▒ ▒▒▒ ▒▒▒▒▒▒▒▒▒▒▒ ▒▒▒ ▒▒▒▒▒▒▒▒ ▒▒ ▒▒▒▒▒▒. ▒▒▒▒▒ ▒▒▒▒▒▒ ▒▒▒ ▒▒▒▒▒▒▒▒▒▒▒▒, ▒▒▒ ▒▒▒▒▒▒▒▒▒ ▒▒▒ ▒▒▒▒▒▒ ▒▒▒ ▒▒▒▒▒▒ ▒▒▒▒▒▒▒▒▒▒ ▒▒▒▒▒ ▒▒▒▒▒▒▒▒▒▒▒ ▒▒▒▒▒▒▒▒▒▒▒▒. [1242,425,1576,556]
winke-label: Winke: [1381,718,1437,735]
article-headline: Hinter den Kulissen. [158,213,786,274]
amerikaner-headline: Die Amerikaner führen 3 : 0. [146,1473,416,1493]
body-paragraph: ▒▒▒ ▒▒▒▒▒▒▒ ▒▒▒▒▒ ▒▒▒ ▒▒▒▒▒▒▒▒ ▒▒ ▒▒▒▒▒▒ ▒▒▒ ▒▒▒▒▒▒▒▒▒▒▒▒▒▒▒▒▒▒▒▒ ▒▒▒ ▒▒▒▒▒▒▒▒▒ ▒▒▒▒▒▒ ▒▒▒▒▒▒▒ ▒▒▒ ▒▒▒▒. ▒▒▒ ▒▒▒▒▒▒▒ ▒▒▒▒▒▒▒▒ ▒▒▒ ▒▒▒▒ ▒▒▒▒▒▒▒▒▒▒▒▒ ▒▒▒ ▒▒▒▒▒▒▒▒▒ ▒▒▒▒▒▒ ▒▒▒▒▒▒▒▒▒▒ ▒▒▒ ▒▒▒▒▒▒ ▒▒▒▒ ▒▒▒▒▒▒▒ ▒▒▒ ▒▒▒▒▒▒▒▒▒▒ ▒▒▒▒▒▒ ▒▒▒▒▒▒▒▒ ▒▒▒ ▒▒▒ ▒▒▒▒ ▒▒▒▒▒ ▒▒▒▒▒▒▒▒▒ ▒▒▒▒▒▒▒▒. [476,1562,843,1699]
tennis-headline: Internat. Semmering-Turnier. [114,1224,448,1248]
tip-item: 5. Hermes — May Flower — Liane. [1256,1073,1474,1088]
body-paragraph: ▒▒▒▒▒▒-▒▒▒▒▒▒▒▒▒. ▒▒▒ ▒▒▒ ▒▒▒▒▒▒ ▒▒▒ ▒▒▒▒▒▒▒▒▒▒▒▒▒▒▒▒, ▒▒▒▒▒▒▒, ▒▒ ▒▒▒, ▒▒▒▒ ▒▒ ▒▒▒ ▒▒▒▒ ▒▒▒▒▒▒▒▒ ▒▒▒▒▒▒▒ ▒▒▒ ▒▒▒▒▒▒▒▒▒▒▒▒▒▒▒ ▒▒▒▒▒▒▒▒ ▒▒▒▒▒▒▒▒▒▒▒ ▒▒▒▒▒▒▒▒▒▒▒, ▒▒▒ ▒▒▒▒ ▒ ▒▒▒▒▒▒▒▒, ▒ ▒▒▒▒▒▒▒▒▒, ▒ ▒▒▒▒▒▒▒, ▒ ▒▒▒▒▒▒, ▒ ▒▒▒▒▒▒▒▒▒ ▒▒▒ ▒▒ ▒▒▒▒▒▒▒▒. [1242,160,1576,274]
box-line: Beginn halb 3 Uhr. [967,218,1116,234]
body-paragraph: ▒. ▒▒▒▒▒▒▒-▒▒▒▒▒▒▒▒▒. ▒▒▒ ▒▒▒ ▒▒ ▒▒▒▒▒▒▒ ▒▒▒ ▒▒▒▒▒▒▒▒▒ ▒▒▒▒▒▒▒▒▒▒ ▒▒▒▒▒▒▒▒ ▒▒▒▒▒▒▒ ▒▒. ▒▒▒▒ ▒▒ ▒▒▒▒ ▒▒▒▒ ▒▒▒▒▒▒▒▒▒▒▒▒▒ ▒▒▒▒▒▒▒▒▒▒▒▒▒ ▒▒▒▒▒▒▒▒ ▒▒▒▒▒ ▒▒▒▒▒▒▒▒▒▒. ▒▒▒ ▒▒▒▒▒▒ ▒▒▒▒▒ ▒▒▒▒ ▒▒▒▒▒▒▒▒ ▒▒▒▒ ▒▒▒▒▒▒▒▒ ▒▒▒ ▒▒▒▒▒▒ ▒▒▒▒▒▒. ▒▒▒ ▒▒▒▒▒▒▒▒▒▒▒▒▒▒▒▒▒ ▒▒▒▒▒▒▒ ▒▒▒ ▒▒ ▒▒▒ ▒▒ ▒▒▒▒▒▒▒ ▒▒▒▒▒▒ ▒▒▒▒▒▒▒▒ ▒▒▒▒ ▒▒▒ ▒▒▒▒▒▒▒▒▒ ▒▒▒ ▒▒▒▒▒▒▒▒▒▒▒▒ ▒▒▒▒▒▒▒▒▒▒. [858,994,1225,1149]
column-rule [1231,132,1233,2151]
body-paragraph: ▒▒▒▒▒▒▒▒▒▒ ▒▒▒ ▒▒▒▒▒▒ ▒▒▒▒ ▒▒ ▒▒▒▒▒▒▒, ▒▒▒ ▒▒. ▒▒▒▒▒▒, ▒▒ ▒▒▒▒▒▒▒▒▒▒▒▒▒▒▒▒▒ ▒▒▒ ▒▒▒▒▒▒▒▒▒▒▒▒▒▒ ▒▒▒▒▒▒▒▒. ▒▒▒▒ ▒▒▒▒▒ ▒▒▒ ▒▒▒▒▒ ▒▒▒▒▒▒▒▒▒▒ ▒▒▒ ▒▒▒▒▒▒▒▒▒▒ ▒▒▒▒▒▒ ▒▒▒▒ ▒▒▒▒ ▒▒▒ ▒▒▒▒▒▒▒▒▒▒▒▒▒. [1242,1408,1576,1489]
body-paragraph: ▒▒▒▒▒ ▒▒▒▒▒▒▒▒▒▒▒ ▒▒▒▒▒▒▒ ▒▒▒▒▒ ▒▒▒▒▒▒ ▒▒▒▒ ▒▒▒ ▒▒▒▒▒▒▒▒▒▒ ▒▒▒▒ ▒▒▒▒ ▒▒▒▒▒▒▒▒▒▒▒▒ ▒▒▒▒▒▒▒ ▒▒▒▒ ▒▒▒ ▒▒▒▒▒▒ ▒▒▒▒▒▒▒▒▒▒▒ ▒▒▒▒▒▒ ▒▒▒▒▒▒▒▒. ▒▒▒▒ ▒▒▒ ▒▒▒▒▒▒ ▒▒▒ ▒▒▒▒ ▒▒▒▒▒ ▒▒▒▒▒▒▒▒▒▒ ▒▒▒▒▒▒▒ ▒▒▒▒▒ ▒▒▒▒▒ ▒▒▒ ▒▒▒▒▒▒▒▒▒▒ ▒▒▒▒▒▒▒ ▒▒▒▒▒▒▒▒▒▒▒ ▒▒▒ ▒▒▒▒▒ ▒▒▒▒▒▒▒▒▒▒▒▒▒▒▒ ▒▒▒▒▒ ▒▒▒▒▒▒▒▒▒ ▒▒▒▒▒. [481,736,843,874]
flugwesen-label: Flugwesen. [1365,140,1453,156]
header-rule [101,125,1576,127]
body-paragraph: ▒▒▒▒, ▒▒. ▒▒▒▒. ▒▒ ▒▒▒ ▒▒▒▒▒▒▒▒ ▒▒▒▒▒ ▒▒▒▒▒▒▒ ▒▒▒▒▒▒ ▒▒▒ ▒▒▒▒▒▒▒ ▒▒▒▒▒▒. ▒▒ ▒▒▒▒▒▒ ▒▒▒ ▒▒▒▒▒▒▒▒▒ ▒▒▒▒ ▒▒ ▒▒▒ ▒▒▒▒▒▒ ▒▒▒ ▒▒▒▒▒ ▒▒▒ ▒▒▒▒ ▒▒▒ ▒▒▒▒▒▒▒▒ ▒▒▒▒▒▒ ▒▒▒▒▒▒▒▒ ▒▒▒ ▒▒▒▒▒▒ ▒▒▒▒ ▒▒▒▒ ▒▒▒▒▒▒▒▒▒ ▒▒▒▒▒▒▒. ▒▒▒▒▒▒-▒▒▒▒▒: ▒▒▒▒▒▒-▒▒▒▒ ▒:▒ ▒:▒ ▒▒:▒. ▒▒▒▒▒▒-▒▒▒▒▒▒ ▒:▒ ▒:▒. [101,1254,461,1374]
